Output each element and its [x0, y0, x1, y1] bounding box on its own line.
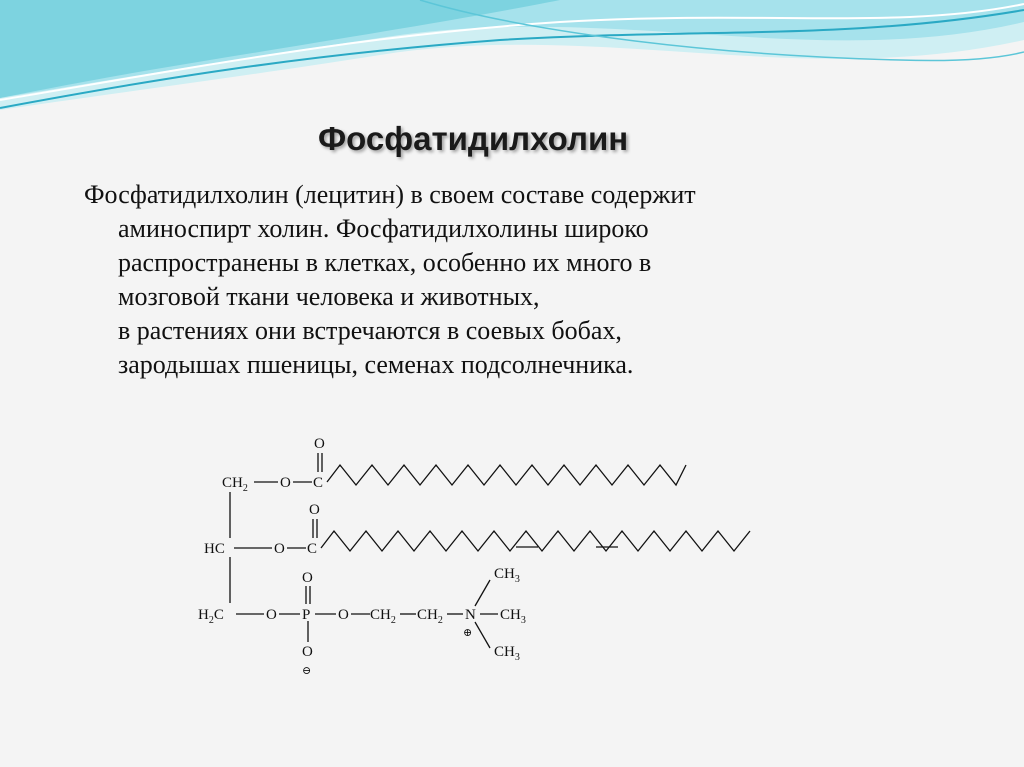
row1-ch2: $CH_2$: [222, 475, 248, 494]
phosphoryl-oxygen: O: [302, 570, 313, 586]
nitrogen: N: [465, 607, 476, 623]
row2-oxygen: O: [274, 541, 285, 557]
minus-charge: ⊖: [302, 665, 312, 677]
row2-hc: HC: [204, 541, 225, 557]
header-wave-decoration: [0, 0, 1024, 120]
ester-oxygen: O: [338, 607, 349, 623]
body-line: зародышах пшеницы, семенах подсолнечника.: [118, 350, 634, 379]
body-line: мозговой ткани человека и животных,: [118, 282, 540, 311]
phosphorus: P: [302, 607, 311, 623]
row3-oxygen: O: [266, 607, 277, 623]
fatty-acid-chain-2: [321, 531, 750, 551]
body-line: Фосфатидилхолин (лецитин) в своем составе содержит: [84, 180, 696, 209]
fatty-acid-chain-1: [327, 465, 686, 485]
body-line: аминоспирт холин. Фосфатидилхолины широко: [118, 214, 649, 243]
row2-carbon: C: [307, 541, 318, 557]
row1-oxygen: O: [280, 475, 291, 491]
methyl-bottom: $CH_3$: [494, 644, 520, 663]
phosphate-oxygen-anion: O: [302, 644, 313, 660]
slide-title: Фосфатидилхолин: [318, 120, 629, 157]
methyl-top: $CH_3$: [494, 566, 520, 585]
row1-carbon: C: [313, 475, 324, 491]
row2-carbonyl-oxygen: O: [309, 502, 320, 518]
methyl-middle: $CH_3$: [500, 607, 526, 626]
plus-charge: ⊕: [463, 627, 473, 639]
phosphatidylcholine-structural-formula: [190, 420, 770, 690]
body-line: в растениях они встречаются в соевых бобах,: [118, 316, 622, 345]
row3-h2c: $H_2C$: [198, 607, 224, 626]
choline-ch2-2: $CH_2$: [417, 607, 443, 626]
body-line: распространены в клетках, особенно их много в: [118, 248, 652, 277]
choline-ch2-1: $CH_2$: [370, 607, 396, 626]
row1-carbonyl-oxygen: O: [314, 436, 325, 452]
body-paragraph: [84, 178, 924, 382]
